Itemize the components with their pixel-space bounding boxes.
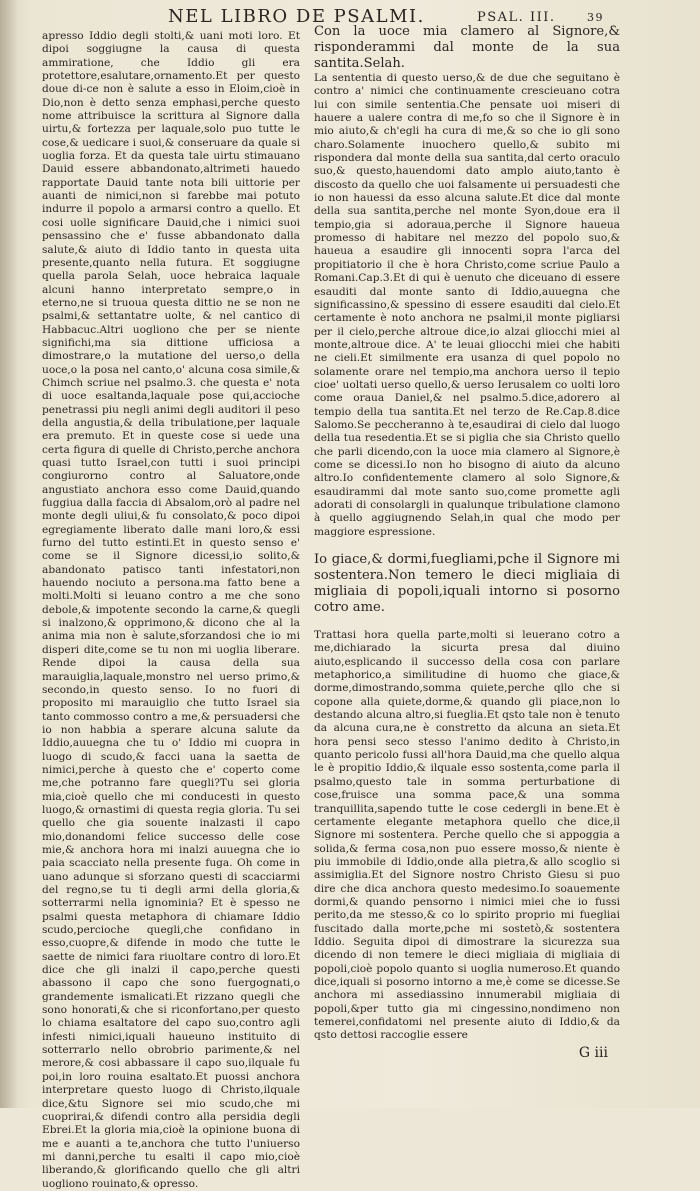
- section-gap: [314, 616, 620, 629]
- commentary-verse-5-6: Trattasi hora quella parte,molti si leuerano cotro a me,dichiarado la sicurta presa dal diuino aiuto,esplicando il successo della cosa con parlare metaphorico,a similitudine di huomo che giace,& dorme,dimostrando,somma quiete,perche qllo che si copone alla quiete,dorme,& quando gli piace,non lo destando alcuna altro,si fueglia.Et qsto tale non è tenuto da alcuna cura,ne è constretto da alcuna an sieta.Et hora pensi seco stesso l'animo dedito à Christo,in quanto pericolo fussi all'hora Dauid,ma che quello alqua le è propitio Iddio,& ilquale esso sostenta,come parla il psalmo,questo tale in somma perturbatione di cose,fruisce una somma pace,& una somma tranquillita,sapendo tutte le cose cedergli in bene.Et è certamente elegante metaphora quello che dice,il Signore mi sostentera. Perche quello che si appoggia a solida,& ferma cosa,non puo essere mosso,& niente è piu immobile di Iddio,onde alla pietra,& allo scoglio si assimiglia.Et del Signore nostro Christo Giesu si puo dire che dica anchora questo medesimo.Io soauemente dormi,& quando pensorno i nimici miei che io fussi perito,da me stesso,& co lo spirito proprio mi fuegliai fuscitado dalla morte,pche mi sostetò,& sostentera Iddio. Seguita dipoi di dimostrare la sicurezza sua dicendo di non temere le dieci migliaia di migliaia di popoli,cioè popolo quanto si uoglia numeroso.Et quando dice,iquali si posorno intorno a me,è come se dicesse.Se anchora mi assediassino innumerabil migliaia di popoli,&per tutto gia mi cingessino,nondimeno non temerei,confidatomi nel presente aiuto di Iddio,& da qsto dettosi raccoglie essere: [314, 629, 620, 1042]
- psalm-label: PSAL. III.: [477, 10, 556, 25]
- left-commentary: apresso Iddio degli stolti,& uani moti loro. Et dipoi soggiugne la causa di questa ammiratione, che Iddio gli era protettore,esalutare,ornamento.Et per questo doue di-ce non è salute a esso in Eloim,cioè in Dio,non è detto senza emphasi,perche questo nome attribuisce la scrittura al Signore dalla uirtu,& fortezza per laquale,solo puo tutte le cose,& uedicare i suoi,& conseruare da quale si uoglia forza. Et da questa tale uirtu stimauano Dauid essere abbandonato,altrimeti hauedo rapportate Dauid tante nota bili uittorie per auanti de nimici,non si farebbe mai potuto indurre il popolo a armarsi contro a quello. Et cosi uolle significare Dauid,che i nimici suoi pensassino che e' fusse abbandonato dalla salute,& aiuto di Iddio tanto in questa uita presente,quanto nella futura. Et soggiugne quella parola Selah, uoce hebraica laquale alcuni hanno interpretato sempre,o in eterno,ne si truoua questa dittio ne se non ne psalmi,& settantatre uolte, & nel cantico di Habbacuc.Altri uogliono che per se niente significhi,ma sia dittione ufficiosa a dimostrare,o la mutatione del uerso,o della uoce,o la posa nel canto,o' alcuna cosa simile,& Chimch scriue nel psalmo.3. che questa e' nota di uoce esaltanda,laquale pose qui,accioche penetrassi piu negli animi degli auditori il peso della angustia,& della tribulatione,per laquale era premuto. Et in queste cose si uede una certa figura di quelle di Christo,perche anchora quasi tutto Israel,con tutti i suoi principi congiurorno contro al Saluatore,onde angustiato anchora esso come Dauid,quando fuggiua dalla faccia di Absalom,orò al padre nel monte degli uliui,& fu consolato,& poco dipoi egregiamente liberato dalle mani loro,& essi furno del tutto estinti.Et in questo senso e' come se il Signore dicessi,io solito,& abandonato patisco tanti infestatori,non hauendo nociuto a persona.ma fatto bene a molti.Molti si leuano contro a me che sono debole,& impotente secondo la carne,& quegli si inalzono,& opprimono,& dicono che al la anima mia non è salute,sforzandosi che io mi disperi dite,come se tu non mi uoglia liberare. Rende dipoi la causa della sua marauiglia,laquale,monstro nel uerso primo,& secondo,in questo senso. Io no fuori di proposito mi marauiglio che tutto Israel sia tanto commosso contro a me,& persuadersi che io non habbia a sperare alcuna salute da Iddio,auuegna che tu o' Iddio mi cuopra in luogo di scudo,& facci uana la saetta de nimici,perche à questo che e' coperto come me,che potranno fare quegli?Tu sei gloria mia,cioè quello che mi conducesti in questo luogo,& ornastimi di questa regia gloria. Tu sei quello che gia souente inalzasti il capo mio,donandomi felice successo delle cose mie,& anchora hora mi inalzi auuegna che io paia scacciato nella presente fuga. Oh come in uano adunque si sforzano questi di scacciarmi del regno,se tu ti degli armi della gloria,& sotterrarmi nella ignominia? Et è spesso ne psalmi questa metaphora di chiamare Iddio scudo,percioche quegli,che confidano in esso,cuopre,& difende in modo che tutte le saette de nimici fara riuoltare contro di loro.Et dice che gli inalzi il capo,perche questi abassono il capo che sono fuergognati,o grandemente ismalicati.Et rizzano quegli che sono honorati,& che si riconfortano,per questo lo chiama esaltatore del capo suo,contro agli infesti nimici,iquali haueuno instituito di sotterrarlo nello obrobrio parimente,& nel merore,& cosi abbassare il capo suo,ilquale fu poi,in loro rouina esaltato.Et puossi anchora interpretare questo luogo di Christo,ilquale dice,&tu Signore sei mio scudo,che mi cuoprirai,& difendi contro alla persidia degli Ebrei.Et la gloria mia,cioè la opinione buona di me e auanti a te,anchora che tutto l'uniuerso mi danni,perche tu esalti il capo mio,cioè liberando,& glorificando quello che gli altri uogliono rouinato,& opresso.: [42, 30, 300, 1190]
- verse-5-6: Io giace,& dormi,fuegliami,pche il Signore mi sostentera.Non temero le dieci migliaia di migliaia di popoli,iquali intorno si posorno cotro ame.: [314, 552, 620, 616]
- left-column: [42, 30, 300, 1190]
- commentary-verse-4: La sententia di questo uerso,& de due che seguitano è contro a' nimici che continuamente crescieuano cotra lui con simile sententia.Che pensate uoi miseri di hauere a ualere contra di me,fo so che il Signore è in mio aiuto,& ch'egli ha cura di me,& so che io gli sono charo.Solamente inuochero quello,& subito mi rispondera dal monte della sua santita,dal certo oraculo suo,& questo,hauendomi dato amplo aiuto,tanto è discosto da quello che uoi falsamente ui persuadesti che io non hauessi da esso alcuna salute.Et dice dal monte della sua santita,perche nel monte Syon,doue era il tempio,gia si adoraua,perche il Signore haueua promesso di habitare nel mezzo del popolo suo,& haueua a esaudire gli innocenti sopra l'arca del propitiatorio il che è hora Christo,come scriue Paulo a Romani.Cap.3.Et di qui è uenuto che diceuano di essere esauditi dal monte santo di Iddio,auuegna che significassino,& spessino di essere esauditi dal cielo.Et certamente è noto anchora ne psalmi,il monte pigliarsi per il cielo,perche altroue dice,io alzai gliocchi miei al monte,altroue dice. A' te leuai gliocchi miei che habiti ne cieli.Et similmente era usanza di quel popolo no solamente orare nel tempio,ma anchora uerso il tepio cioe' uoltati uerso quello,& uerso Ierusalem co uolti loro come oraua Daniel,& nel psalmo.5.dice,adorero al tempio della tua santita.Et nel terzo de Re.Cap.8.dice Salomo.Se peccheranno à te,esaudirai di cielo dal luogo della tua resedentia.Et se si piglia che sia Christo quello che parli dicendo,con la uoce mia clamero al Signore,è come se dicessi.Io non ho bisogno di aiuto da alcuno altro.Io confidentemente clamero al solo Signore,& esaudirammi dal mote santo suo,come promette agli adorati di consolargli in qualunque tribulatione clamono à quello aggiugnendo Selah,in qual che modo per maggiore espressione.: [314, 72, 620, 538]
- page-number: 39: [587, 11, 604, 24]
- book-title: NEL LIBRO DE PSALMI.: [168, 6, 425, 27]
- signature-mark: G iii: [578, 1044, 608, 1061]
- right-column: [314, 24, 620, 1084]
- verse-4: Con la uoce mia clamero al Signore,& risponderammi dal monte de la sua santita.Selah.: [314, 24, 620, 71]
- section-gap: [314, 539, 620, 552]
- binding-shadow: [0, 0, 18, 1108]
